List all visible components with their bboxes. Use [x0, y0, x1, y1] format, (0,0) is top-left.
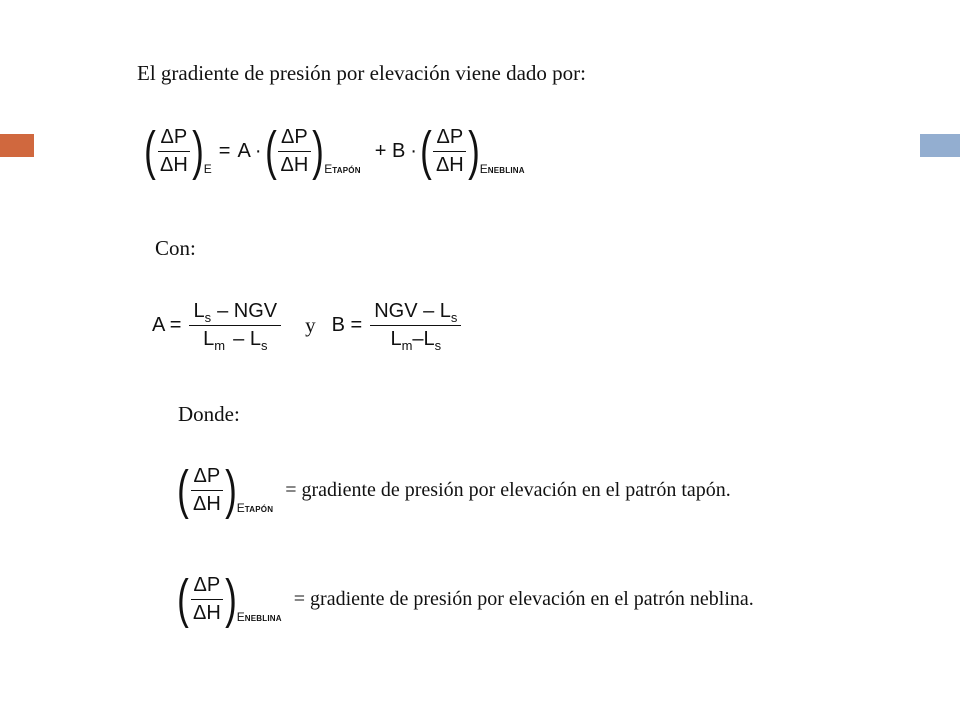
main-equation	[144, 121, 525, 181]
fraction-numerator: ΔP	[278, 126, 311, 152]
coefficient-a: A	[237, 139, 251, 162]
equals-sign: =	[218, 139, 231, 162]
definition-text: = gradiente de presión por elevación en el patrón tapón.	[285, 478, 731, 501]
tapon-gradient-term: ( $\frac{\Delta P}{\Delta H}$ ) ETAPÓN	[264, 121, 361, 181]
definition-neblina: ( $\frac{\Delta P}{\Delta H}$ ) ENEBLINA = gradiente de presión por elevación en el patrón neblina.	[177, 569, 754, 629]
b-lhs: B =	[331, 314, 363, 336]
a-fraction: $\frac{L_s - NGV}{L_m - L_s}$	[189, 300, 281, 351]
subscript-e: E	[203, 162, 212, 176]
y-conjunction: y	[305, 313, 316, 337]
fraction-numerator: ΔP	[191, 465, 224, 491]
fraction-denominator: ΔH	[280, 153, 309, 176]
neblina-gradient-term: ( $\frac{\Delta P}{\Delta H}$ ) ENEBLINA	[420, 121, 525, 181]
con-label: Con:	[155, 236, 196, 260]
b-fraction: $\frac{NGV - L_s}{L_m-L_s}$	[370, 300, 461, 351]
multiply-dot: ·	[410, 139, 417, 162]
definition-text: = gradiente de presión por elevación en el patrón neblina.	[293, 587, 754, 610]
fraction-numerator: ΔP	[158, 126, 191, 152]
subscript-e-neblina: ENEBLINA	[236, 610, 282, 624]
multiply-dot: ·	[254, 139, 262, 162]
donde-label: Donde:	[178, 402, 240, 426]
fraction-denominator: ΔH	[159, 153, 188, 176]
plus-b: + B	[374, 139, 406, 162]
accent-bar-right	[920, 134, 960, 157]
coefficients-equation	[152, 300, 463, 351]
intro-text: El gradiente de presión por elevación viene dado por:	[137, 61, 586, 85]
fraction-denominator: ΔH	[192, 492, 221, 515]
subscript-e-neblina: ENEBLINA	[479, 162, 525, 176]
subscript-e-tapon: ETAPÓN	[236, 501, 274, 515]
fraction-numerator: ΔP	[433, 126, 466, 152]
accent-bar-left	[0, 134, 34, 157]
fraction-numerator: ΔP	[191, 574, 224, 600]
lhs-gradient-term: ( $\frac{\Delta P}{\Delta H}$ ) E	[144, 121, 212, 181]
subscript-e-tapon: ETAPÓN	[324, 162, 361, 176]
fraction-denominator: ΔH	[192, 601, 221, 624]
fraction-denominator: ΔH	[435, 153, 464, 176]
definition-tapon: ( $\frac{\Delta P}{\Delta H}$ ) ETAPÓN = gradiente de presión por elevación en el patrón tapón.	[177, 460, 731, 520]
a-lhs: A =	[152, 314, 182, 336]
